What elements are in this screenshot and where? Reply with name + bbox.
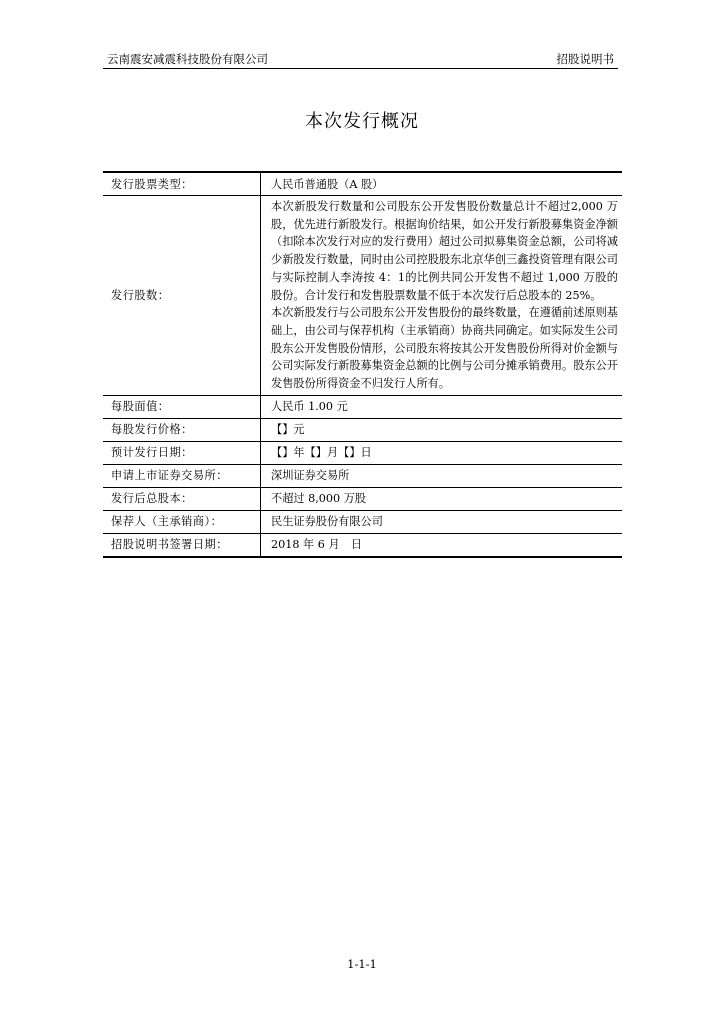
page-title: 本次发行概况 — [305, 111, 419, 132]
share-count-paragraph-1: 本次新股发行数量和公司股东公开发售股份数量总计不超过2,000 万股，优先进行新股发行。根据询价结果，如公开发行新股募集资金净额（扣除本次发行对应的发行费用）超过公司拟募集资金总额，公司将减少新股发行数量，同时由公司控股股东北京华创三鑫投资管理有限公司与实际控制人李涛按 4：1的比例共同公开发售不超过 1,000 万股的股份。合计发行和发售股票数量不低于本次发行后总股本的 25%。 — [271, 200, 618, 302]
table-row-sponsor — [103, 510, 622, 533]
row-label: 保荐人（主承销商）： — [103, 510, 261, 533]
table-row-share-count — [103, 196, 622, 396]
row-label: 预计发行日期： — [103, 441, 261, 464]
row-value: 深圳证券交易所 — [261, 464, 623, 487]
row-label: 发行后总股本： — [103, 487, 261, 510]
offering-overview-table — [103, 171, 622, 558]
header-document-type: 招股说明书 — [556, 52, 614, 66]
header-company-name: 云南震安减震科技股份有限公司 — [107, 52, 268, 66]
row-value: 【】年【】月【】日 — [261, 441, 623, 464]
row-label: 申请上市证券交易所： — [103, 464, 261, 487]
row-value: 2018 年 6 月 日 — [261, 533, 623, 557]
row-value: 人民币普通股（A 股） — [261, 172, 623, 196]
row-value: 不超过 8,000 万股 — [261, 487, 623, 510]
row-value: 民生证券股份有限公司 — [261, 510, 623, 533]
table-row-stock-type — [103, 172, 622, 196]
table-row-total-shares — [103, 487, 622, 510]
table-row-exchange — [103, 464, 622, 487]
share-count-paragraph-2: 本次新股发行与公司股东公开发售股份的最终数量，在遵循前述原则基础上，由公司与保荐机构（主承销商）协商共同确定。如实际发生公司股东公开发售股份情形，公司股东将按其公开发售股份所得对价金额与公司实际发行新股募集资金总额的比例与公司分摊承销费用。股东公开发售股份所得资金不归发行人所有。 — [271, 306, 618, 391]
row-label: 每股面值： — [103, 395, 261, 418]
page-number: 1-1-1 — [347, 957, 377, 971]
page-header — [103, 50, 618, 69]
row-label: 发行股票类型： — [103, 172, 261, 196]
row-label: 招股说明书签署日期： — [103, 533, 261, 557]
row-value: 人民币 1.00 元 — [261, 395, 623, 418]
table-row-signing-date — [103, 533, 622, 557]
table-row-issue-date — [103, 441, 622, 464]
row-value — [261, 196, 623, 396]
row-label: 每股发行价格： — [103, 418, 261, 441]
row-label: 发行股数： — [103, 196, 261, 396]
row-value: 【】元 — [261, 418, 623, 441]
table-row-par-value — [103, 395, 622, 418]
table-row-issue-price — [103, 418, 622, 441]
